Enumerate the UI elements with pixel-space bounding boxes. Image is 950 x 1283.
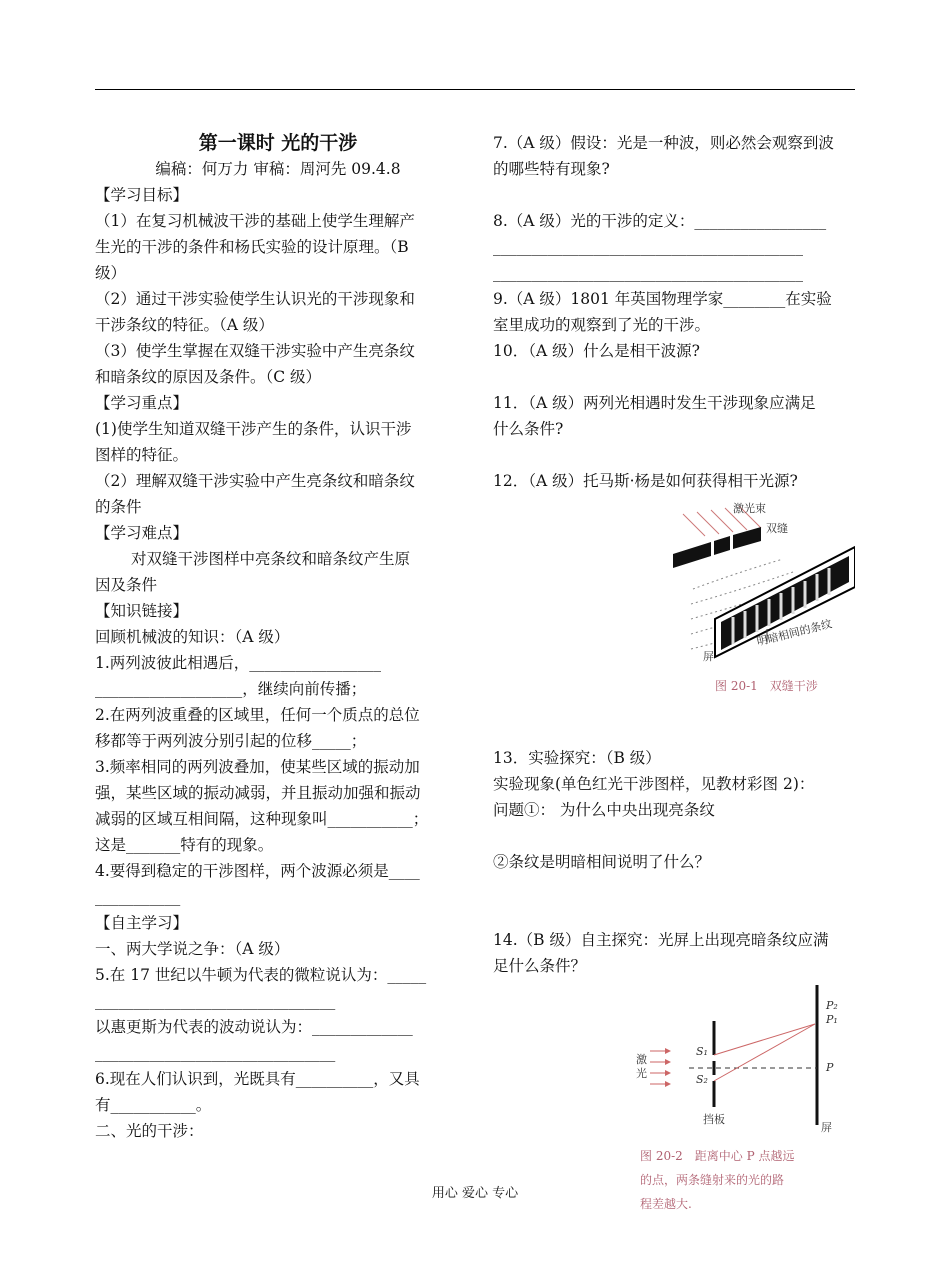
double-slit-diagram <box>493 494 855 745</box>
blank-line <box>493 823 855 849</box>
text-line: 问题①： 为什么中央出现亮条纹 <box>493 801 715 819</box>
text-line: 2.在两列波重叠的区域里，任何一个质点的总位 <box>95 706 420 724</box>
text-line: _______________________________ <box>95 1044 336 1062</box>
right-column <box>493 130 855 1229</box>
text-line: 6.现在人们认识到，光既具有__________，又具 <box>95 1070 420 1088</box>
text-line: 5.在 17 世纪以牛顿为代表的微粒说认为：_____ <box>95 966 427 984</box>
page-title: 第一课时 光的干涉 <box>198 132 358 154</box>
text-line: （2）理解双缝干涉实验中产生亮条纹和暗条纹 <box>95 472 415 490</box>
text-line: 足什么条件？ <box>493 957 587 975</box>
text-line: 干涉条纹的特征。（A 级） <box>95 316 274 334</box>
text-line: 【知识链接】 <box>95 602 189 620</box>
text-line: 图样的特征。 <box>95 446 189 464</box>
text-line: 回顾机械波的知识：（A 级） <box>95 628 290 646</box>
text-line: 10．（A 级）什么是相干波源? <box>493 342 700 360</box>
text-line: 【学习难点】 <box>95 524 189 542</box>
text-line: ________________________________________ <box>493 264 803 282</box>
text-line: 【学习目标】 <box>95 186 189 204</box>
laser-label-2: 光 <box>636 1067 647 1080</box>
text-line: ________________________________________ <box>493 238 803 256</box>
p-label: P <box>826 1061 834 1074</box>
text-line: 4.要得到稳定的干涉图样，两个波源必须是____ <box>95 862 420 880</box>
text-line: 3.频率相同的两列波叠加，使某些区域的振动加 <box>95 758 420 776</box>
text-line: 7.（A 级）假设：光是一种波，则必然会观察到波 <box>493 134 834 152</box>
text-line: 1.两列波彼此相遇后，_________________ <box>95 654 382 672</box>
text-line: 和暗条纹的原因及条件。（C 级） <box>95 368 322 386</box>
figure-double-slit <box>493 494 855 745</box>
text-line: 以惠更斯为代表的波动说认为：_____________ <box>95 1018 413 1036</box>
text-line: 【学习重点】 <box>95 394 189 412</box>
text-line: 这是_______特有的现象。 <box>95 836 274 854</box>
text-line: 14.（B 级）自主探究：光屏上出现亮暗条纹应满 <box>493 931 829 949</box>
page-footer: 用心 爱心 专心 <box>431 1186 519 1201</box>
laser-label-1: 激 <box>636 1053 647 1066</box>
s2-label: S₂ <box>696 1073 708 1086</box>
screen-label: 屏 <box>703 650 714 663</box>
text-line: 【自主学习】 <box>95 914 189 932</box>
text-line: （2）通过干涉实验使学生认识光的干涉现象和 <box>95 290 415 308</box>
fringe-label: 明暗相间的条纹 <box>755 617 834 649</box>
blank-line <box>493 875 855 901</box>
text-line: 生光的干涉的条件和杨氏实验的设计原理。（B <box>95 238 409 256</box>
text-line: ___________________，继续向前传播； <box>95 680 367 698</box>
p1-label: P₁ <box>826 1013 838 1026</box>
figure2-caption-1: 图 20-2 距离中心 P 点越远 <box>640 1149 795 1163</box>
p2-label: P₂ <box>826 999 838 1012</box>
header-rule <box>95 89 855 90</box>
text-line: 8.（A 级）光的干涉的定义：_________________ <box>493 212 827 230</box>
text-line: 一、两大学说之争：（A 级） <box>95 940 290 958</box>
text-line: 的哪些特有现象? <box>493 160 610 178</box>
text-line: （1）在复习机械波干涉的基础上使学生理解产 <box>95 212 415 230</box>
text-line: 因及条件 <box>95 576 158 594</box>
text-line: 9.（A 级）1801 年英国物理学家________在实验 <box>493 290 832 308</box>
text-line: ②条纹是明暗相间说明了什么？ <box>493 853 711 871</box>
figure2-caption-2: 的点，两条缝射来的光的路 <box>640 1173 785 1187</box>
text-line: 级） <box>95 264 127 282</box>
double-slit-label: 双缝 <box>766 522 788 535</box>
figure1-caption: 图 20-1 双缝干涉 <box>715 679 818 693</box>
text-line: 实验现象(单色红光干涉图样，见教材彩图 2)： <box>493 775 815 793</box>
barrier-label: 挡板 <box>703 1113 725 1126</box>
left-column <box>95 130 461 1144</box>
blank-line <box>493 442 855 468</box>
text-line: _______________________________ <box>95 992 336 1010</box>
text-line: 有___________。 <box>95 1096 212 1114</box>
laser-beam-label: 激光束 <box>733 502 766 515</box>
blank-line <box>493 182 855 208</box>
text-line: 11．（A 级）两列光相遇时发生干涉现象应满足 <box>493 394 816 412</box>
blank-line <box>493 901 855 927</box>
text-line: 移都等于两列波分别引起的位移_____； <box>95 732 367 750</box>
text-line: ___________ <box>95 888 181 906</box>
text-line: 室里成功的观察到了光的干涉。 <box>493 316 711 334</box>
text-line: （3）使学生掌握在双缝干涉实验中产生亮条纹 <box>95 342 415 360</box>
blank-line <box>493 364 855 390</box>
text-line: 减弱的区域互相间隔，这种现象叫___________； <box>95 810 429 828</box>
text-line: 13．实验探究：（B 级） <box>493 749 661 767</box>
text-line: 二、光的干涉： <box>95 1122 204 1140</box>
text-line: 编稿：何万力 审稿：周河先 09.4.8 <box>155 160 401 178</box>
screen-label-2: 屏 <box>821 1121 832 1134</box>
figure2-caption-3: 程差越大. <box>640 1197 692 1211</box>
text-line: 12．（A 级）托马斯·杨是如何获得相干光源? <box>493 472 798 490</box>
text-line: (1)使学生知道双缝干涉产生的条件，认识干涉 <box>95 420 412 438</box>
text-line: 的条件 <box>95 498 142 516</box>
s1-label: S₁ <box>696 1045 708 1058</box>
text-line: 强，某些区域的振动减弱，并且振动加强和振动 <box>95 784 421 802</box>
text-line: 对双缝干涉图样中亮条纹和暗条纹产生原 <box>131 550 411 568</box>
text-line: 什么条件? <box>493 420 564 438</box>
